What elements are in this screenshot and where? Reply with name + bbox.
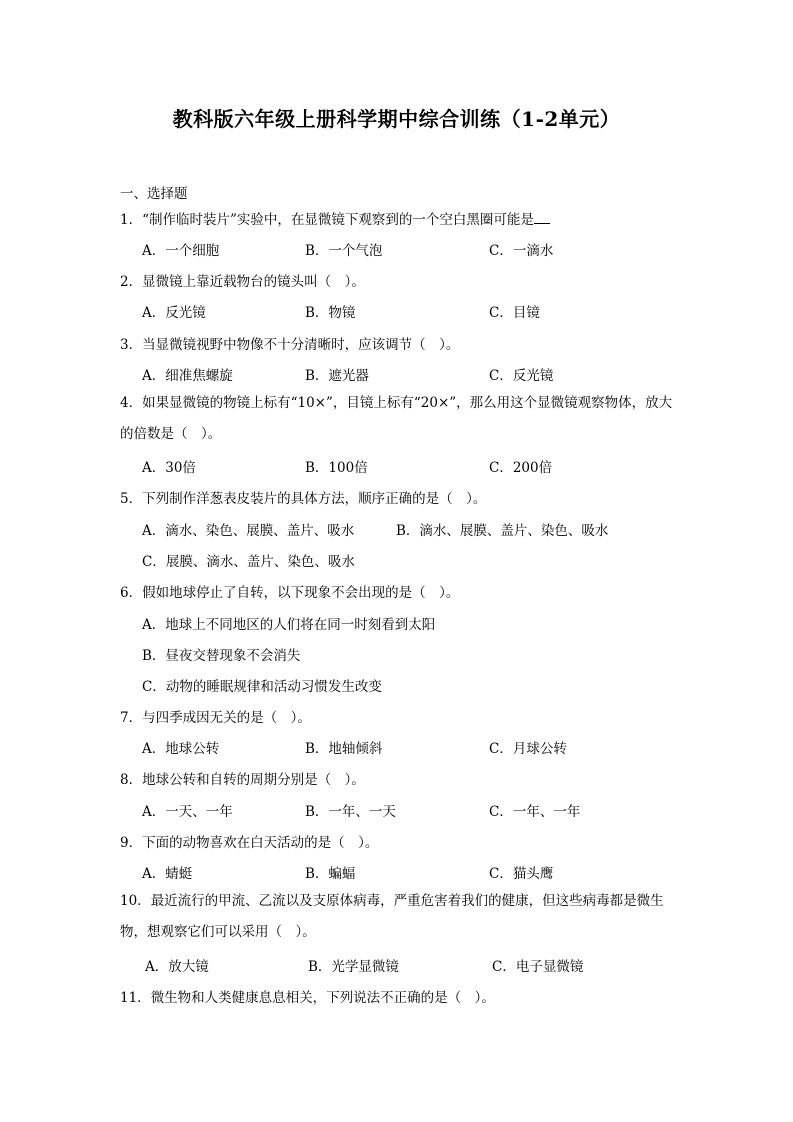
question-4-options <box>142 456 702 476</box>
option-b[interactable]: B．地轴倾斜 <box>305 741 383 757</box>
option-b[interactable]: B．昼夜交替现象不会消失 <box>142 648 301 664</box>
section-heading: 一、选择题 <box>120 186 188 202</box>
question-text: 与四季成因无关的是（ ）。 <box>142 710 311 726</box>
question-text: 下列制作洋葱表皮装片的具体方法，顺序正确的是（ ）。 <box>142 491 487 507</box>
page-title: 教科版六年级上册科学期中综合训练（1-2单元） <box>172 107 621 131</box>
question-number: 4． <box>120 395 143 411</box>
option-c[interactable]: C．电子显微镜 <box>492 959 584 975</box>
option-c[interactable]: C．一年、一年 <box>489 804 581 820</box>
question-6 <box>120 581 680 601</box>
question-10-options <box>145 955 705 975</box>
question-text: 显微镜上靠近载物台的镜头叫（ ）。 <box>142 274 365 290</box>
question-text: 如果显微镜的物镜上标有“10×”，目镜上标有“20×”，那么用这个显微镜观察物体，放大的倍数是（ ）。 <box>120 395 673 442</box>
option-a[interactable]: A．蜻蜓 <box>142 866 193 882</box>
question-11 <box>120 986 680 1006</box>
question-text: 当显微镜视野中物像不十分清晰时，应该调节（ ）。 <box>142 337 460 353</box>
question-text: 地球公转和自转的周期分别是（ ）。 <box>142 772 365 788</box>
question-1-options <box>142 239 702 259</box>
question-number: 2． <box>120 274 143 290</box>
option-c[interactable]: C．动物的睡眠规律和活动习惯发生改变 <box>142 679 382 695</box>
question-text: 微生物和人类健康息息相关，下列说法不正确的是（ ）。 <box>150 990 495 1006</box>
option-a[interactable]: A．滴水、染色、展膜、盖片、吸水 <box>142 523 355 539</box>
question-7 <box>120 706 680 726</box>
option-c[interactable]: C．月球公转 <box>489 741 567 757</box>
option-a[interactable]: A．反光镜 <box>142 305 206 321</box>
option-b[interactable]: B．光学显微镜 <box>308 959 399 975</box>
option-c[interactable]: C．反光镜 <box>489 368 554 384</box>
question-text: “制作临时装片”实验中，在显微镜下观察到的一个空白黑圈可能是 <box>142 212 534 228</box>
question-2-options <box>142 301 702 321</box>
option-a[interactable]: A．30倍 <box>142 460 196 476</box>
answer-blank[interactable] <box>534 211 550 224</box>
option-c[interactable]: C．目镜 <box>489 305 540 321</box>
question-number: 8． <box>120 772 143 788</box>
question-7-options <box>142 737 702 757</box>
question-number: 5． <box>120 491 143 507</box>
question-5-options-row1 <box>142 519 702 539</box>
question-number: 10． <box>120 893 151 909</box>
question-number: 3． <box>120 337 143 353</box>
option-b[interactable]: B．一个气泡 <box>305 243 383 259</box>
option-b[interactable]: B．一年、一天 <box>305 804 396 820</box>
question-number: 7． <box>120 710 143 726</box>
question-4 <box>120 388 680 450</box>
option-b[interactable]: B．物镜 <box>305 305 356 321</box>
option-a[interactable]: A．一个细胞 <box>142 243 220 259</box>
option-a[interactable]: A．细准焦螺旋 <box>142 368 233 384</box>
question-2 <box>120 270 680 290</box>
question-text: 下面的动物喜欢在白天活动的是（ ）。 <box>142 835 379 851</box>
option-a[interactable]: A．放大镜 <box>145 959 209 975</box>
question-text: 假如地球停止了自转，以下现象不会出现的是（ ）。 <box>142 585 460 601</box>
option-b[interactable]: B．滴水、展膜、盖片、染色、吸水 <box>396 523 609 539</box>
option-c[interactable]: C．展膜、滴水、盖片、染色、吸水 <box>142 554 355 570</box>
question-5 <box>120 487 680 507</box>
option-c[interactable]: C．猫头鹰 <box>489 866 554 882</box>
question-3 <box>120 333 680 353</box>
option-a[interactable]: A．地球公转 <box>142 741 220 757</box>
question-3-options <box>142 364 702 384</box>
question-number: 11． <box>120 990 151 1006</box>
option-b[interactable]: B．蝙蝠 <box>305 866 356 882</box>
option-b[interactable]: B．100倍 <box>305 460 368 476</box>
question-number: 1． <box>120 212 143 228</box>
question-number: 6． <box>120 585 143 601</box>
question-9-options <box>142 862 702 882</box>
option-c[interactable]: C．一滴水 <box>489 243 554 259</box>
option-c[interactable]: C．200倍 <box>489 460 553 476</box>
question-text: 最近流行的甲流、乙流以及支原体病毒，严重危害着我们的健康，但这些病毒都是微生物，想观察它们可以采用（ ）。 <box>120 893 664 940</box>
option-b[interactable]: B．遮光器 <box>305 368 369 384</box>
question-10 <box>120 886 680 948</box>
question-9 <box>120 831 680 851</box>
option-a[interactable]: A．一天、一年 <box>142 804 233 820</box>
question-1 <box>120 208 680 228</box>
option-a[interactable]: A．地球上不同地区的人们将在同一时刻看到太阳 <box>142 617 436 633</box>
question-8 <box>120 768 680 788</box>
question-number: 9． <box>120 835 143 851</box>
question-8-options <box>142 800 702 820</box>
